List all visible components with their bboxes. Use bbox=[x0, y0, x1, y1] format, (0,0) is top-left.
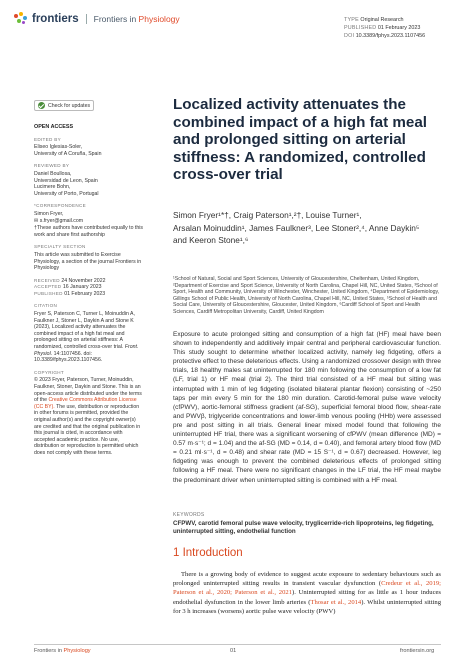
article-meta: TYPE Original Research PUBLISHED 01 February 2023 DOI 10.3389/fphys.2023.1107456 bbox=[344, 17, 426, 39]
citation-link[interactable]: Credeur et al., 2019; Paterson et al., 2020; Paterson et al., 2021 bbox=[173, 580, 441, 597]
abstract: Exposure to acute prolonged sitting and consumption of a high fat (HF) meal have been shown to independently and additively impair central and peripheral cardiovascular function. This study sought to determine whether localized activity, namely leg fidgeting, offers a protective effect to these deleterious effects. Using a randomized crossover design with three trials, 18 healthy males sat uninterrupted for 180 min following the consumption of a low fat (LF, trial 1) or HF meal (trial 2). The third trial consisted of a HF meal but sitting was interrupted with 1 min of leg fidgeting (isolated bilateral plantar flexion) consisting of ~250 taps per min every 5 min for the 180 min duration. Carotid-femoral pulse wave velocity (cfPWV), aortic-femoral stiffness gradient (af-SG), superficial femoral blood flow, shear-rate and PWVβ, triglyceride concentrations and lower-limb venous pooling (HHb) were assessed pre and post sitting in all trials. General linear mixed model found that following the uninterrupted HF trial, there was a significant worsening of cfPWV (mean difference (MD) = 0.57 m·s⁻¹; d = 1.04) and the af-SG (MD = 0.14, d = 0.40), and femoral artery blood flow (MD = 0.21 ml·s⁻¹, d = 0.48) and shear rate (MD = 15 S⁻¹, d = 0.67) decreased. However, leg fidgeting was enough to prevent the combined deleterious effects of prolonged sitting following a HF meal. There were no significant changes in the LF trial, the HF meal maybe the predominant driver when uninterrupted sitting is combined with a HF meal. bbox=[173, 331, 441, 484]
check-for-updates-button[interactable]: Check for updates bbox=[34, 100, 94, 111]
article-title: Localized activity attenuates the combined impact of a high fat meal and prolonged sitting on arterial stiffness: A randomized, controlled cross-over trial bbox=[173, 96, 428, 183]
affiliations: ¹School of Natural, Social and Sport Sciences, University of Gloucestershire, Cheltenham, United Kingdom, ²Department of Exercise and Sport Science, University of North Carolina, Chapel Hill, NC, United States, ³School of Sport, Health and Community, University of Winchester, Winchester, United Kingdom, ⁴Department of Epidemiology, Gillings School of Public Health, University of North Carolina, Chapel Hill, NC, United States, ⁵School of Health and Social Care, University of Gloucestershire, Gloucester, United Kingdom, ⁶Cardiff School of Sport and Health Sciences, Cardiff Metropolitan University, Cardiff, United Kingdom bbox=[173, 276, 440, 315]
keywords: CFPWV, carotid femoral pulse wave velocity, tryglicerride-rich lipoproteins, leg fidgeting, uninterrupted sitting, endothelial function bbox=[173, 520, 434, 536]
cc-by-license-link[interactable]: Creative Commons Attribution License (CC BY). bbox=[34, 397, 137, 410]
specialty-section: SPECIALTY SECTION This article was submitted to Exercise Physiology, a section of the journal Frontiers in Physiology bbox=[34, 244, 142, 272]
edited-by: EDITED BY Eliseo Iglesias-Soler, University of A Coruña, Spain bbox=[34, 136, 102, 157]
copyright: COPYRIGHT © 2023 Fryer, Paterson, Turner, Moinuddin, Faulkner, Stoner, Daykin and Stone. This is an open-access article distributed under the terms of the Creative Commons Attribution License (CC BY). The use, distribution or reproduction in other forums is permitted, provided the original author(s) and the copyright owner(s) are credited and that the original publication in this journal is cited, in accordance with accepted academic practice. No use, distribution or reproduction is permitted which does not comply with these terms. bbox=[34, 369, 142, 456]
introduction-text: There is a growing body of evidence to suggest acute exposure to sedentary behaviours such as prolonged uninterrupted sitting results in transient vascular dysfunction (Credeur et al., 2019; Paterson et al., 2020; Paterson et al., 2021). Uninterrupted sitting for as little as 1 hour induces endothelial dysfunction in the lower limb arteries (Thosar et al., 2014). Whilst uninterrupted sitting for 3 h increases (worsens) aortic pulse wave velocity (PWV) bbox=[173, 571, 442, 615]
journal-name: Frontiers in Physiology bbox=[93, 14, 180, 24]
site-link[interactable]: frontiersin.org bbox=[400, 648, 435, 654]
frontiers-logo[interactable] bbox=[14, 12, 180, 26]
email-link[interactable]: ✉ s.fryer@gmail.com bbox=[34, 217, 84, 224]
article-sidebar bbox=[34, 124, 144, 463]
frontiers-dots-icon bbox=[14, 12, 28, 26]
section-heading-introduction: 1 Introduction bbox=[173, 547, 243, 559]
brand-name: frontiers bbox=[32, 13, 79, 25]
keywords-label: KEYWORDS bbox=[173, 512, 205, 518]
page-number: 01 bbox=[230, 648, 237, 654]
dates: RECEIVED 24 November 2022 ACCEPTED 16 January 2023 PUBLISHED 01 February 2023 bbox=[34, 277, 106, 297]
open-access-label: OPEN ACCESS bbox=[34, 124, 74, 130]
citation: CITATION Fryer S, Paterson C, Turner L, Moinuddin A, Faulkner J, Stoner L, Daykin A and Stone K (2023), Localized activity attenuates the combined impact of a high fat meal and prolonged sitting on arterial stiffness: A randomized, controlled cross-over trial. Front. Physiol. 14:1107456. doi: 10.3389/fphys.2023.1107456. bbox=[34, 303, 139, 364]
logo-divider bbox=[86, 14, 87, 24]
footer-divider bbox=[34, 644, 441, 645]
citation-link[interactable]: Thosar et al., 2014 bbox=[310, 598, 362, 606]
correspondence: *CORRESPONDENCE Simon Fryer, ✉ s.fryer@gmail.com †These authors have contributed equally to this work and share first authorship bbox=[34, 203, 144, 238]
reviewed-by: REVIEWED BY Daniel Boullosa, Universidad de Leon, Spain Lucimere Bohn, University of Porto, Portugal bbox=[34, 163, 99, 197]
checkmark-icon bbox=[38, 102, 45, 109]
footer-journal: Frontiers in Physiology bbox=[34, 648, 91, 654]
author-list: Simon Fryer¹*†, Craig Paterson¹,²†, Louise Turner¹, Arsalan Moinuddin¹, James Faulkner³, Lee Stoner²,⁴, Anne Daykin⁵ and Keeron Stone¹,⁶ bbox=[173, 210, 420, 245]
